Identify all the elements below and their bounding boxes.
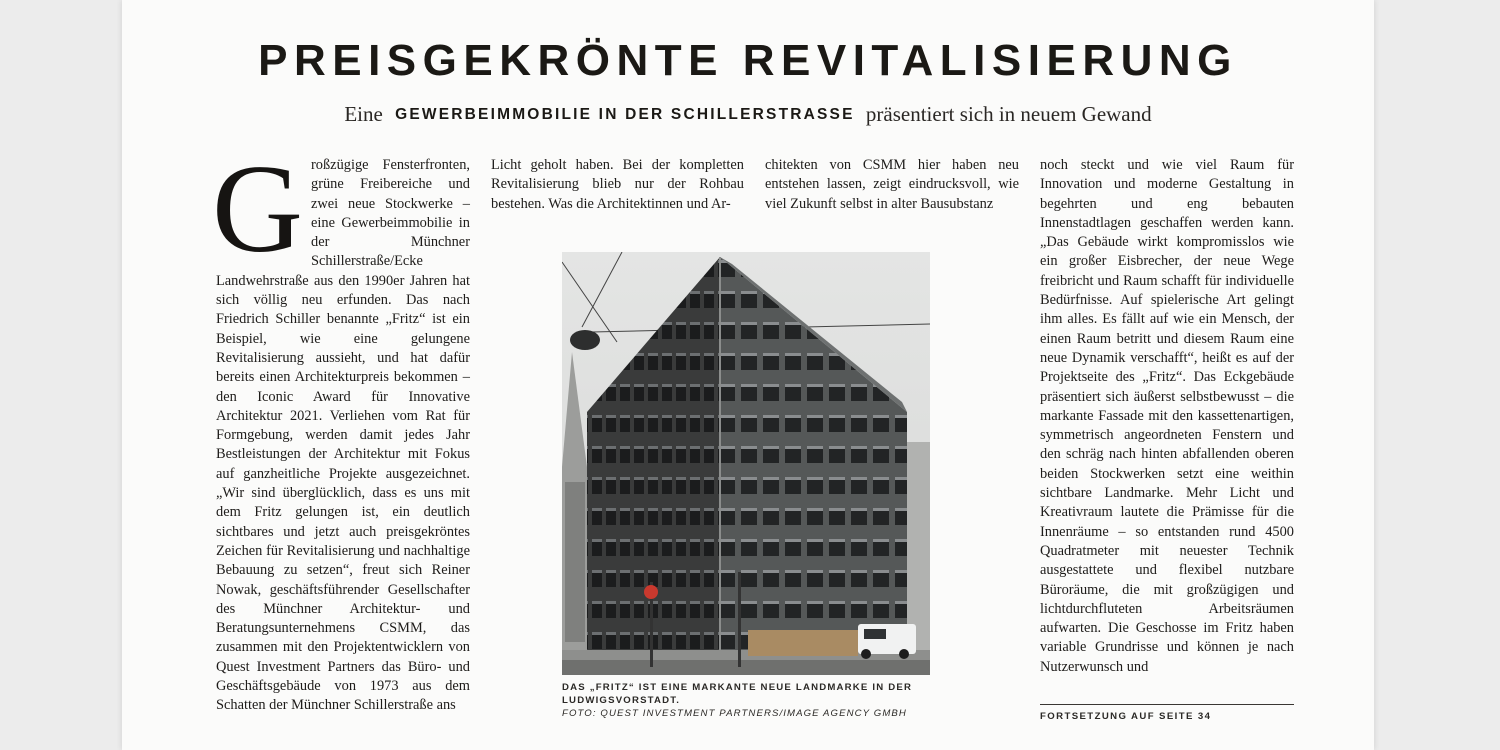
text-column-3 — [765, 156, 1019, 214]
photo-credit: FOTO: QUEST INVESTMENT PARTNERS/IMAGE AGENCY GMBH — [562, 708, 907, 719]
continued-note: FORTSETZUNG AUF SEITE 34 — [1040, 704, 1294, 722]
building-photo — [562, 252, 930, 675]
subtitle-pre: Eine — [344, 102, 383, 126]
drop-cap: G — [212, 140, 303, 279]
column-2-text: Licht geholt haben. Bei der kompletten Revitalisierung blieb nur der Rohbau bestehen. Was die Architektinnen und Ar- — [491, 157, 744, 212]
caption-text: DAS „FRITZ“ IST EINE MARKANTE NEUE LANDMARKE IN DER LUDWIGSVORSTADT. — [562, 682, 913, 706]
subtitle-post: präsentiert sich in neuem Gewand — [865, 102, 1152, 126]
text-column-1 — [212, 140, 470, 716]
column-4-text: noch steckt und wie viel Raum für Innovation und moderne Gestaltung in begehrten und eng bebauten Innenstadtlagen geschaffen werden kann. „Das Gebäude wirkt kompromisslos wie ein großer Eisbrecher, der neue Wege freibricht und Raum schafft für individuelle Bedürfnisse. Auf spielerische Art gelingt ihm alles. Es fällt auf wie ein Mensch, der einen Raum betritt und diesem Raum eine neue Dynamik verschafft“, heißt es auf der Projektseite des „Fritz“. Das Eckgebäude präsentiert sich äußerst selbstbewusst – die markante Fassade mit den kassettenartigen, symmetrisch angeordneten Fenstern und den schräg nach hinten abfallenden oberen beiden Stockwerken setzt eine weithin sichtbare Landmarke. Mehr Licht und Kreativraum lautete die Prämisse für die Innenräume – so entstanden rund 4500 Quadratmeter mit neuester Technik ausgestattete und flexibel nutzbare Büroräume, die mit großzügigen und lichtdurchfluteten Arbeitsräumen aufwarten. Die Geschosse im Fritz haben variable Grundrisse und können je nach Nutzerwunsch und — [1040, 157, 1294, 675]
column-1-text: roßzügige Fensterfronten, grüne Freibereiche und zwei neue Stockwerke – eine Gewerbeimmobilie in der Münchner Schillerstraße/Ecke Landwehrstraße aus den 1990er Jahren hat sich völlig neu erfunden. Das nach Friedrich Schiller benannte „Fritz“ ist ein Beispiel, wie eine gelungene Revitalisierung aussieht, und hat dafür bereits einen Architekturpreis bekommen – den Iconic Award für Innovative Architektur 2021. Verliehen vom Rat für Formgebung, werden damit jedes Jahr Bestleistungen der Architektur mit Fokus auf ganzheitliche Projekte ausgezeichnet. „Wir sind überglücklich, dass es uns mit dem Fritz gelungen ist, ein deutlich sichtbares und jetzt auch preisgekröntes Zeichen für Revitalisierung und nachhaltige Bebauung zu setzen“, freut sich Reiner Nowak, geschäftsführender Gesellschafter des Münchner Architektur- und Beratungsunternehmens CSMM, das zusammen mit den Projektentwicklern von Quest Investment Partners das Büro- und Geschäftsgebäude von 1973 aus dem Schatten der Münchner Schillerstraße ans — [216, 157, 470, 714]
subtitle-caps: GEWERBEIMMOBILIE IN DER SCHILLERSTRASSE — [395, 106, 855, 123]
photo-caption — [562, 681, 942, 720]
magazine-page — [122, 0, 1374, 750]
text-column-2 — [491, 156, 744, 214]
text-column-4 — [1040, 156, 1294, 677]
column-3-text: chitekten von CSMM hier haben neu entstehen lassen, zeigt eindrucksvoll, wie viel Zukunft selbst in alter Bausubstanz — [765, 157, 1019, 212]
article-subtitle — [122, 102, 1374, 127]
article-title: PREISGEKRÖNTE REVITALISIERUNG — [258, 36, 1238, 85]
